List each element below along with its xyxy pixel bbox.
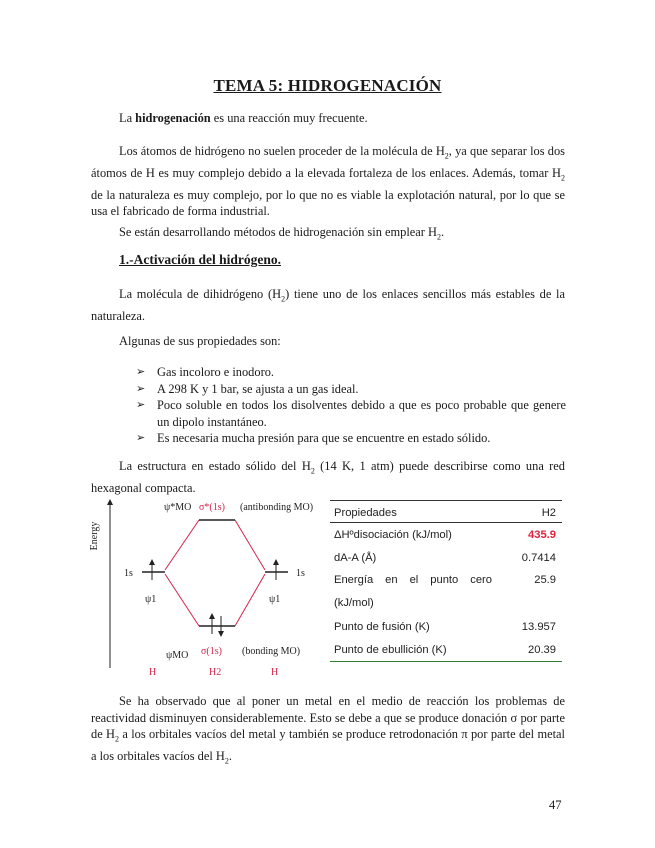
p1-sub1: 2	[444, 151, 449, 161]
table-row	[330, 615, 562, 638]
p2-end: .	[440, 225, 445, 239]
page-title: TEMA 5: HIDROGENACIÓN	[213, 76, 442, 95]
p5-sub: 2	[310, 466, 315, 476]
psi1-right-label: ψ1	[269, 594, 281, 605]
p6-part1: Se ha observado que al poner un metal en el medio de reacción los problemas de reactividad disminuyen considerablemente. Esto se debe a que se produce donación σ por parte de H	[91, 694, 565, 741]
paragraph-1	[91, 143, 565, 220]
bullet-text: A 298 K y 1 bar, se ajusta a un gas ideal.	[157, 381, 359, 396]
psi-star-label: ψ*MO	[164, 502, 192, 513]
p3-end: ) tiene uno de los enlaces sencillos más estables de la naturaleza.	[91, 287, 566, 323]
energy-label: Energy	[89, 521, 100, 551]
p5-text: La estructura en estado sólido del H	[119, 459, 311, 473]
h-right-label: H	[271, 667, 279, 678]
sigma-star-label: σ*(1s)	[199, 502, 225, 513]
p6-part3: .	[228, 748, 232, 763]
arrow-bullet-icon: ➢	[136, 399, 146, 411]
row-label: dA-A (Å)	[334, 551, 377, 564]
header-h2: H2	[541, 506, 556, 519]
arrow-bullet-icon: ➢	[136, 432, 146, 444]
p6-part2: a los orbitales vacíos del metal y también se produce retrodonación π por parte del metal a los orbitales vacíos del H	[91, 727, 565, 763]
bullet-text: Poco soluble en todos los disolventes debido a que es poco probable que genere un dipolo instantáneo.	[157, 398, 566, 429]
psi1-left-label: ψ1	[145, 594, 157, 605]
left-1s-label: 1s	[124, 568, 133, 579]
mo-diagram	[88, 496, 320, 680]
list-item	[136, 430, 566, 447]
intro-suffix: es una reacción muy frecuente.	[210, 111, 368, 125]
table-row	[330, 523, 562, 546]
connector-line	[235, 574, 265, 626]
p2-sub: 2	[436, 232, 441, 242]
list-item	[136, 381, 566, 398]
p2-text: Se están desarrollando métodos de hidrogenación sin emplear H	[119, 225, 437, 239]
bonding-label: (bonding MO)	[242, 646, 301, 657]
intro-prefix: La	[119, 111, 136, 125]
list-item	[136, 397, 566, 430]
p1-part2: , ya que separar los dos átomos de H es muy complejo debido a la elevada fortaleza de los enlaces. Además, tomar H	[91, 144, 565, 180]
p1-part3: de la naturaleza es muy complejo, por lo que no es viable la explotación natural, por lo que se usa el fabricado de forma industrial.	[91, 187, 565, 219]
row-label: Punto de fusión (K)	[334, 620, 430, 633]
row-label: Energía en el punto cero (kJ/mol)	[334, 574, 492, 609]
table-header	[330, 500, 562, 523]
connector-line	[165, 520, 199, 570]
paragraph-6	[91, 693, 565, 770]
row-value-highlight: 435.9	[528, 528, 556, 541]
table-row	[330, 638, 562, 662]
header-properties: Propiedades	[334, 506, 397, 519]
mo-diagram-svg	[88, 496, 320, 680]
intro-bold-term: hidrogenación	[135, 111, 211, 125]
paragraph-2	[91, 224, 565, 246]
properties-table	[330, 500, 562, 662]
sigma-label: σ(1s)	[201, 646, 222, 657]
list-item	[136, 364, 566, 381]
row-label: ΔHºdisociación (kJ/mol)	[334, 528, 452, 541]
row-value: 13.957	[521, 620, 556, 633]
p3-text: La molécula de dihidrógeno (H	[119, 287, 282, 301]
paragraph-5	[91, 458, 565, 496]
p6-sub2: 2	[224, 756, 229, 766]
row-value: 0.7414	[521, 551, 556, 564]
p1-sub2: 2	[561, 173, 565, 183]
row-value: 20.39	[528, 643, 556, 656]
right-1s-label: 1s	[296, 568, 305, 579]
row-value: 25.9	[534, 574, 556, 586]
page-number: 47	[549, 798, 562, 812]
table-row	[330, 546, 562, 569]
section-heading: 1.-Activación del hidrógeno.	[119, 252, 281, 267]
bullet-text: Gas incoloro e inodoro.	[157, 365, 274, 379]
p5-end: (14 K, 1 atm) puede describirse como una red hexagonal compacta.	[91, 459, 566, 495]
connector-line	[165, 574, 199, 626]
arrow-bullet-icon: ➢	[136, 366, 146, 378]
property-list	[136, 364, 566, 447]
table-row	[330, 569, 562, 615]
bullet-text: Es necesaria mucha presión para que se encuentre en estado sólido.	[157, 431, 491, 445]
intro-paragraph	[91, 110, 565, 127]
psi-mo-label: ψMO	[166, 650, 189, 661]
paragraph-3	[91, 286, 565, 324]
row-label: Punto de ebullición (K)	[334, 643, 447, 656]
p6-sub1: 2	[115, 734, 119, 744]
p1-part1: Los átomos de hidrógeno no suelen proceder de la molécula de H	[119, 144, 445, 158]
paragraph-4: Algunas de sus propiedades son:	[119, 334, 281, 348]
h-left-label: H	[149, 667, 157, 678]
h2-label: H2	[209, 667, 222, 678]
antibonding-label: (antibonding MO)	[240, 502, 314, 513]
arrow-bullet-icon: ➢	[136, 382, 146, 395]
connector-line	[235, 520, 265, 570]
p3-sub: 2	[281, 294, 286, 304]
